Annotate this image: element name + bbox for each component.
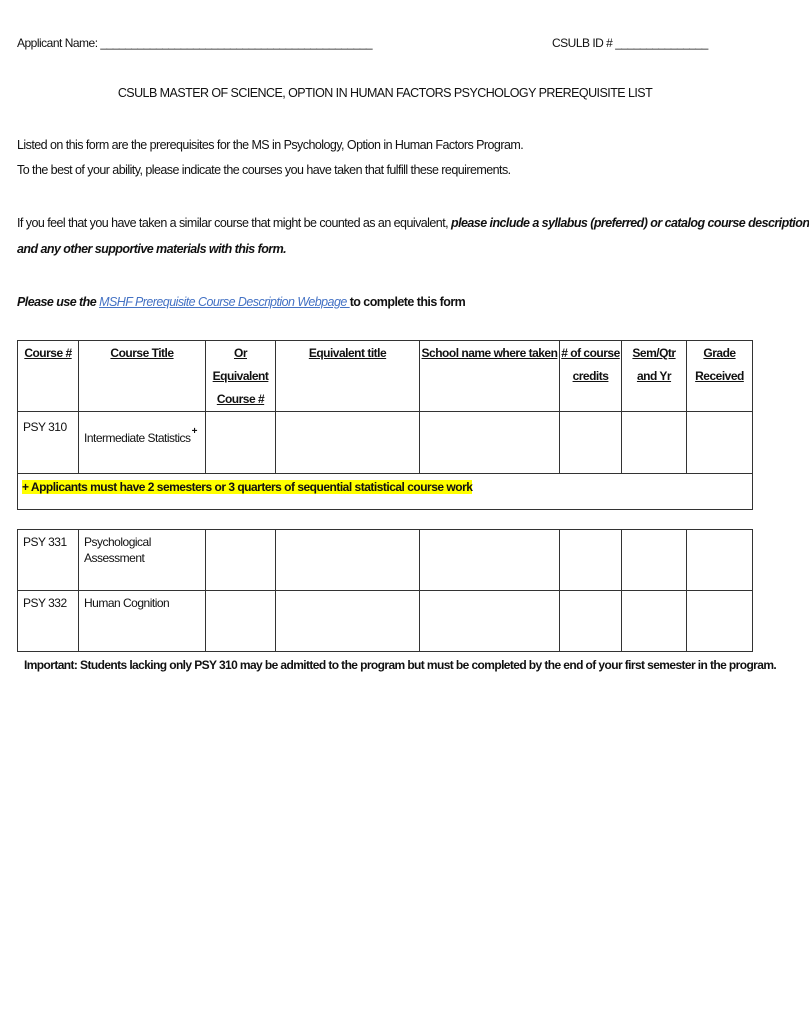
table-note-row xyxy=(18,474,753,510)
grade-input[interactable] xyxy=(687,591,753,652)
sem-qtr-input[interactable] xyxy=(622,530,687,591)
header-credits xyxy=(560,341,622,412)
header-equivalent-course-number xyxy=(206,341,276,412)
footnote-mark: + xyxy=(191,426,197,437)
table-header-row xyxy=(18,341,753,412)
header-or: Or xyxy=(233,346,247,360)
equivalent-text: If you feel that you have taken a similar course that might be counted as an equivalent, xyxy=(17,216,451,230)
page-title: CSULB MASTER OF SCIENCE, OPTION IN HUMAN FACTORS PSYCHOLOGY PREREQUISITE LIST xyxy=(117,86,653,100)
school-name-input[interactable] xyxy=(420,530,560,591)
table-row xyxy=(18,412,753,474)
csulb-id-label: CSULB ID # xyxy=(552,36,616,50)
applicant-name-line: ____________________________________________ xyxy=(100,36,373,50)
equivalent-title-input[interactable] xyxy=(276,591,420,652)
header-equivalent-title: Equivalent title xyxy=(276,341,420,412)
prerequisite-table-2 xyxy=(17,529,753,652)
school-name-input[interactable] xyxy=(420,591,560,652)
intro-line-2: To the best of your ability, please indicate the courses you have taken that fulfill these requirements. xyxy=(17,163,511,177)
header-sem-qtr xyxy=(622,341,687,412)
header-grade xyxy=(687,341,753,412)
instruction-prefix: Please use the xyxy=(17,295,100,309)
course-title-cell: Psychological Assessment xyxy=(79,530,206,591)
header-school-name: School name where taken xyxy=(420,341,560,412)
course-number-cell: PSY 332 xyxy=(18,591,79,652)
header-sem-l2: and Yr xyxy=(636,369,672,383)
instruction-line xyxy=(17,295,465,309)
equivalent-emphasis-2: and any other supportive materials with this form. xyxy=(17,242,287,256)
course-title-text: Intermediate Statistics xyxy=(84,431,191,445)
table-row xyxy=(18,591,753,652)
applicant-name-label: Applicant Name: xyxy=(17,36,101,50)
header-course-hash: Course # xyxy=(216,392,265,406)
header-equivalent: Equivalent xyxy=(212,369,269,383)
equivalent-title-input[interactable] xyxy=(276,412,420,474)
statistics-note: + Applicants must have 2 semesters or 3 quarters of sequential statistical course work xyxy=(22,480,473,494)
course-number-cell: PSY 310 xyxy=(18,412,79,474)
statistics-note-cell xyxy=(18,474,753,510)
equivalent-emphasis-1: please include a syllabus (preferred) or catalog course description xyxy=(450,216,809,230)
instruction-suffix: to complete this form xyxy=(349,295,466,309)
equivalent-title-input[interactable] xyxy=(276,530,420,591)
table-row xyxy=(18,530,753,591)
credits-input[interactable] xyxy=(560,412,622,474)
course-title-cell: Human Cognition xyxy=(79,591,206,652)
header-grade-l2: Received xyxy=(695,369,744,383)
course-number-cell: PSY 331 xyxy=(18,530,79,591)
credits-input[interactable] xyxy=(560,530,622,591)
equivalent-course-input[interactable] xyxy=(206,591,276,652)
important-note: Important: Students lacking only PSY 310 may be admitted to the program but must be completed by the end of your first semester in the program. xyxy=(24,658,777,672)
applicant-name-field[interactable] xyxy=(17,36,372,50)
grade-input[interactable] xyxy=(687,412,753,474)
header-credits-l1: # of course xyxy=(561,346,620,360)
credits-input[interactable] xyxy=(560,591,622,652)
sem-qtr-input[interactable] xyxy=(622,591,687,652)
header-course-title: Course Title xyxy=(79,341,206,412)
prerequisite-webpage-link[interactable]: MSHF Prerequisite Course Description Webpage xyxy=(99,295,350,309)
intro-line-1: Listed on this form are the prerequisites for the MS in Psychology, Option in Human Factors Program. xyxy=(17,138,524,152)
equivalent-line-1 xyxy=(17,216,809,230)
sem-qtr-input[interactable] xyxy=(622,412,687,474)
equivalent-course-input[interactable] xyxy=(206,412,276,474)
school-name-input[interactable] xyxy=(420,412,560,474)
header-grade-l1: Grade xyxy=(703,346,736,360)
header-sem-l1: Sem/Qtr xyxy=(632,346,676,360)
grade-input[interactable] xyxy=(687,530,753,591)
course-title-cell xyxy=(79,412,206,474)
header-credits-l2: credits xyxy=(572,369,609,383)
header-course-number: Course # xyxy=(18,341,79,412)
csulb-id-line: _______________ xyxy=(615,36,708,50)
equivalent-course-input[interactable] xyxy=(206,530,276,591)
prerequisite-table-1 xyxy=(17,340,753,510)
csulb-id-field[interactable] xyxy=(552,36,708,50)
